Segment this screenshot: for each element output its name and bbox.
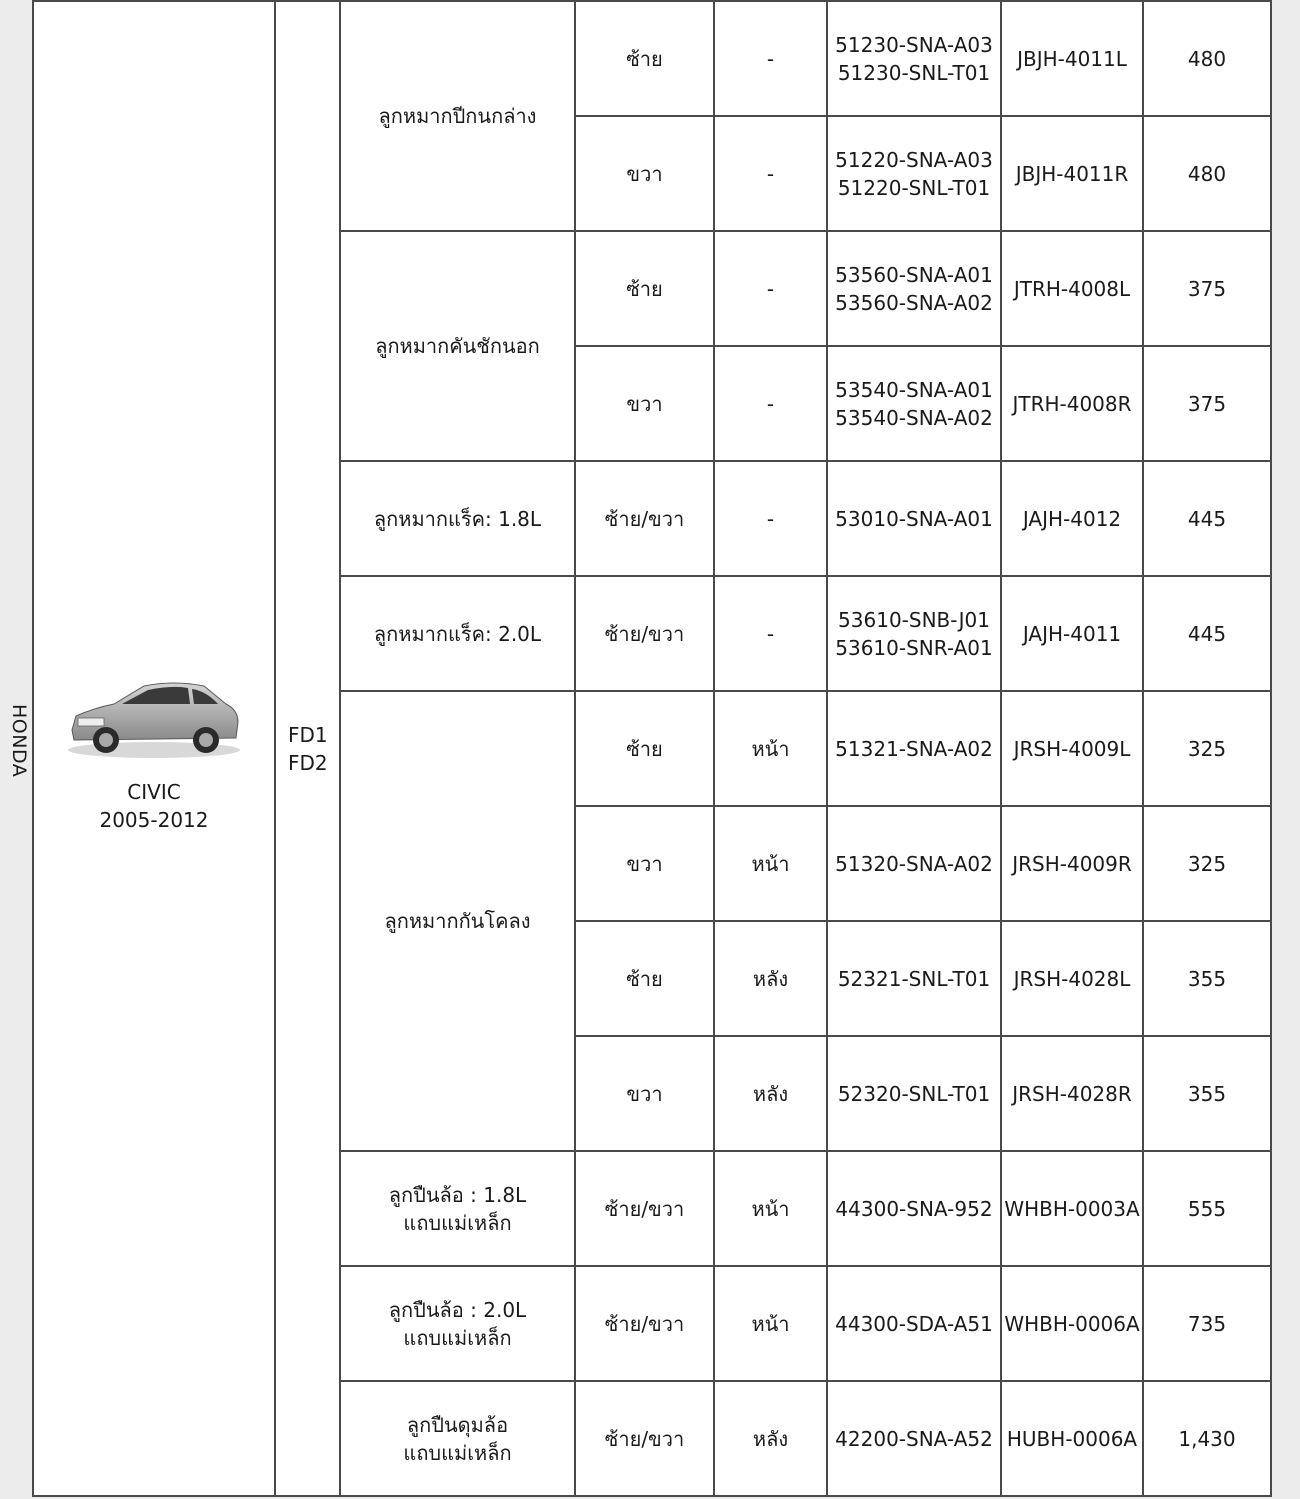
- oem-number: 53540-SNA-A01: [835, 377, 993, 402]
- oem-number: 53540-SNA-A02: [835, 405, 993, 430]
- position-cell: หน้า: [714, 1266, 827, 1381]
- position-cell: -: [714, 346, 827, 461]
- oem-number: 51230-SNA-A03: [835, 32, 993, 57]
- chassis-code-cell: [275, 1, 340, 1496]
- part-name: ลูกหมากคันชักนอก: [340, 231, 575, 461]
- side-cell: ซ้าย: [575, 231, 714, 346]
- oem-number: 51230-SNL-T01: [837, 60, 991, 85]
- part-name: [340, 1266, 575, 1381]
- position-cell: -: [714, 231, 827, 346]
- part-code-cell: JRSH-4028R: [1001, 1036, 1143, 1151]
- oem-cell: 52320-SNL-T01: [827, 1036, 1001, 1151]
- part-name: ลูกหมากปีกนกล่าง: [340, 1, 575, 231]
- position-cell: หน้า: [714, 1151, 827, 1266]
- price-cell: 445: [1143, 576, 1271, 691]
- part-code-cell: JTRH-4008R: [1001, 346, 1143, 461]
- part-name-line: ลูกปืนดุมล้อ: [406, 1412, 509, 1437]
- part-code-cell: JRSH-4028L: [1001, 921, 1143, 1036]
- side-cell: ซ้าย/ขวา: [575, 576, 714, 691]
- oem-cell: 42200-SNA-A52: [827, 1381, 1001, 1496]
- side-cell: ซ้าย: [575, 1, 714, 116]
- side-cell: ซ้าย/ขวา: [575, 461, 714, 576]
- oem-cell: 51321-SNA-A02: [827, 691, 1001, 806]
- part-name: [340, 1151, 575, 1266]
- part-code-cell: WHBH-0006A: [1001, 1266, 1143, 1381]
- position-cell: -: [714, 116, 827, 231]
- brand-side-label: HONDA: [8, 704, 30, 778]
- side-cell: ซ้าย/ขวา: [575, 1151, 714, 1266]
- price-cell: 355: [1143, 1036, 1271, 1151]
- oem-number: 51220-SNL-T01: [837, 175, 991, 200]
- position-cell: หลัง: [714, 1036, 827, 1151]
- price-cell: 480: [1143, 116, 1271, 231]
- position-cell: -: [714, 576, 827, 691]
- position-cell: หน้า: [714, 691, 827, 806]
- part-name: ลูกหมากแร็ค: 2.0L: [340, 576, 575, 691]
- part-name: ลูกหมากกันโคลง: [340, 691, 575, 1151]
- part-code-cell: JBJH-4011L: [1001, 1, 1143, 116]
- side-cell: ซ้าย: [575, 921, 714, 1036]
- part-code-cell: JAJH-4012: [1001, 461, 1143, 576]
- oem-number: 53010-SNA-A01: [835, 506, 993, 531]
- oem-cell: [827, 231, 1001, 346]
- part-code-cell: JRSH-4009L: [1001, 691, 1143, 806]
- price-cell: 375: [1143, 346, 1271, 461]
- side-cell: ขวา: [575, 346, 714, 461]
- side-cell: ซ้าย: [575, 691, 714, 806]
- part-name-line: แถบแม่เหล็ก: [403, 1210, 512, 1235]
- part-name: ลูกหมากแร็ค: 1.8L: [340, 461, 575, 576]
- vehicle-name: CIVIC: [127, 779, 181, 804]
- position-cell: -: [714, 1, 827, 116]
- part-name-line: แถบแม่เหล็ก: [403, 1325, 512, 1350]
- price-cell: 445: [1143, 461, 1271, 576]
- position-cell: -: [714, 461, 827, 576]
- part-code-cell: HUBH-0006A: [1001, 1381, 1143, 1496]
- side-cell: ซ้าย/ขวา: [575, 1381, 714, 1496]
- part-code-cell: WHBH-0003A: [1001, 1151, 1143, 1266]
- price-cell: 355: [1143, 921, 1271, 1036]
- oem-number: 53610-SNB-J01: [838, 607, 990, 632]
- oem-number: 53560-SNA-A01: [835, 262, 993, 287]
- side-cell: ขวา: [575, 1036, 714, 1151]
- vehicle-cell: [33, 1, 275, 1496]
- part-name: [340, 1381, 575, 1496]
- oem-cell: [827, 1, 1001, 116]
- price-cell: 1,430: [1143, 1381, 1271, 1496]
- chassis-code: FD2: [288, 750, 328, 775]
- table-row: [33, 1, 1271, 116]
- part-name-line: ลูกปืนล้อ : 2.0L: [388, 1297, 527, 1322]
- parts-table: [32, 0, 1272, 1497]
- part-code-cell: JAJH-4011: [1001, 576, 1143, 691]
- price-cell: 555: [1143, 1151, 1271, 1266]
- part-name-line: ลูกปืนล้อ : 1.8L: [388, 1182, 527, 1207]
- price-cell: 480: [1143, 1, 1271, 116]
- part-name-line: แถบแม่เหล็ก: [403, 1440, 512, 1465]
- side-cell: ขวา: [575, 806, 714, 921]
- oem-cell: 51320-SNA-A02: [827, 806, 1001, 921]
- oem-number: 53560-SNA-A02: [835, 290, 993, 315]
- oem-number: 51220-SNA-A03: [835, 147, 993, 172]
- oem-cell: [827, 346, 1001, 461]
- part-code-cell: JRSH-4009R: [1001, 806, 1143, 921]
- price-cell: 735: [1143, 1266, 1271, 1381]
- side-cell: ซ้าย/ขวา: [575, 1266, 714, 1381]
- oem-cell: [827, 116, 1001, 231]
- price-cell: 325: [1143, 691, 1271, 806]
- vehicle-years: 2005-2012: [99, 807, 209, 832]
- oem-cell: 44300-SNA-952: [827, 1151, 1001, 1266]
- car-image: [64, 664, 244, 764]
- oem-cell: 44300-SDA-A51: [827, 1266, 1001, 1381]
- position-cell: หลัง: [714, 1381, 827, 1496]
- side-cell: ขวา: [575, 116, 714, 231]
- price-cell: 375: [1143, 231, 1271, 346]
- part-code-cell: JTRH-4008L: [1001, 231, 1143, 346]
- oem-number: 53610-SNR-A01: [835, 635, 993, 660]
- oem-cell: [827, 461, 1001, 576]
- oem-cell: 52321-SNL-T01: [827, 921, 1001, 1036]
- position-cell: หลัง: [714, 921, 827, 1036]
- chassis-code: FD1: [288, 722, 328, 747]
- part-code-cell: JBJH-4011R: [1001, 116, 1143, 231]
- price-cell: 325: [1143, 806, 1271, 921]
- position-cell: หน้า: [714, 806, 827, 921]
- oem-cell: [827, 576, 1001, 691]
